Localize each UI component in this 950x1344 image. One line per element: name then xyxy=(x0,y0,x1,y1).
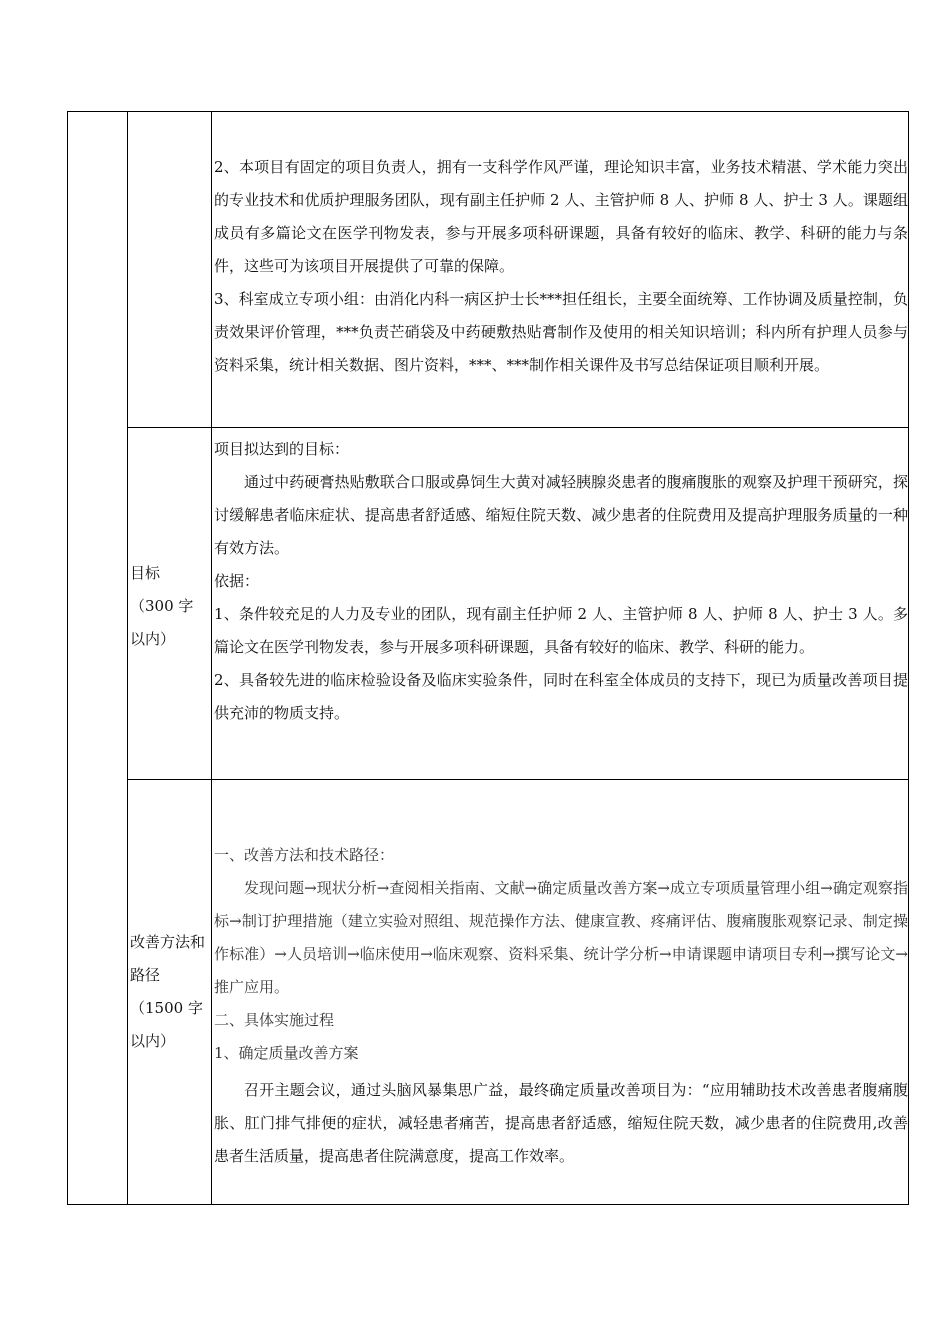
goal-word-limit: （300 字以内） xyxy=(130,597,194,648)
plan-subheading: 1、确定质量改善方案 xyxy=(214,1044,359,1062)
column-divider-2 xyxy=(211,111,212,1205)
goal-label-cell xyxy=(130,557,208,656)
goal-label: 目标 xyxy=(130,564,161,582)
method-content-cell xyxy=(214,839,908,1173)
method-label-cell xyxy=(130,926,208,1058)
table-left-border xyxy=(67,111,68,1205)
column-divider-1 xyxy=(127,111,128,1205)
basis-item-2: 2、具备较先进的临床检验设备及临床实验条件，同时在科室全体成员的支持下，现已为质量改善项目提供充沛的物质支持。 xyxy=(214,671,908,722)
table-bottom-border xyxy=(67,1204,909,1205)
basis-item-1: 1、条件较充足的人力及专业的团队，现有副主任护师 2 人、主管护师 8 人、护师 8 人、护士 3 人。多篇论文在医学刊物发表，参与开展多项科研课题，具备有较好的临床、教学、科研的能力。 xyxy=(214,605,908,656)
team-content-cell xyxy=(214,151,908,382)
method-word-limit: （1500 字以内） xyxy=(130,999,203,1050)
method-heading: 一、改善方法和技术路径： xyxy=(214,846,395,864)
row-divider-1 xyxy=(127,427,909,428)
goal-content-cell xyxy=(214,433,908,730)
goal-text: 通过中药硬膏热贴敷联合口服或鼻饲生大黄对减轻胰腺炎患者的腹痛腹胀的观察及护理干预研究，探讨缓解患者临床症状、提高患者舒适感、缩短住院天数、减少患者的住院费用及提高护理服务质量的一种有效方法。 xyxy=(214,473,908,557)
technical-path-text: 发现问题→现状分析→查阅相关指南、文献→确定质量改善方案→成立专项质量管理小组→确定观察指标→制订护理措施（建立实验对照组、规范操作方法、健康宣教、疼痛评估、腹痛腹胀观察记录、制定操作标准）→人员培训→临床使用→临床观察、资料采集、统计学分析→申请课题申请项目专利→撰写论文→推广应用。 xyxy=(214,879,908,996)
task-group-paragraph: 3、科室成立专项小组：由消化内科一病区护士长***担任组长，主要全面统筹、工作协调及质量控制，负责效果评价管理，***负责芒硝袋及中药硬敷热贴膏制作及使用的相关知识培训；科内所有护理人员参与资料采集，统计相关数据、图片资料，***、***制作相关课件及书写总结保证项目顺利开展。 xyxy=(214,290,908,374)
team-paragraph: 2、本项目有固定的项目负责人，拥有一支科学作风严谨，理论知识丰富，业务技术精湛、学术能力突出的专业技术和优质护理服务团队，现有副主任护师 2 人、主管护师 8 人、护师 8 人、护士 3 人。课题组成员有多篇论文在医学刊物发表，参与开展多项科研课题，具备有较好的临床、教学、科研的能力与条件，这些可为该项目开展提供了可靠的保障。 xyxy=(214,158,908,275)
basis-heading: 依据： xyxy=(214,572,260,590)
goal-heading: 项目拟达到的目标： xyxy=(214,440,350,458)
method-label: 改善方法和路径 xyxy=(130,933,206,984)
table-top-border xyxy=(67,111,909,112)
implementation-heading: 二、具体实施过程 xyxy=(214,1011,335,1029)
row-divider-2 xyxy=(127,779,909,780)
plan-text: 召开主题会议，通过头脑风暴集思广益，最终确定质量改善项目为：“应用辅助技术改善患者腹痛腹胀、肛门排气排便的症状，减轻患者痛苦，提高患者舒适感，缩短住院天数，减少患者的住院费用,改善患者生活质量，提高患者住院满意度，提高工作效率。 xyxy=(214,1081,908,1165)
table-right-border xyxy=(908,111,909,1205)
